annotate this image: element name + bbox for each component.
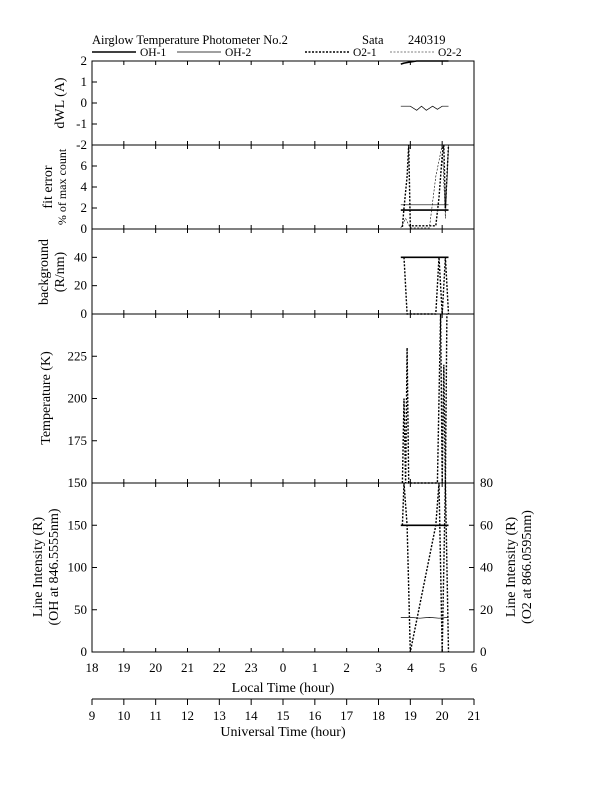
ytick-label-background-1: 20 (74, 277, 87, 293)
series-background-o2-1 (404, 257, 449, 314)
ut-tick-label-3: 12 (181, 708, 194, 723)
ytick-label-temperature-0: 150 (67, 475, 87, 490)
local-tick-label-0: 18 (85, 660, 99, 675)
legend-label-oh1: OH-1 (140, 47, 167, 59)
legend-label-oh2: OH-2 (225, 47, 252, 59)
dwl-ylabel: dWL (A) (53, 77, 68, 129)
panel-background-frame (92, 229, 474, 314)
local-tick-label-6: 0 (279, 660, 287, 675)
tick-layer (68, 53, 494, 723)
chart-title: Airglow Temperature Photometer No.2 (92, 33, 288, 47)
ut-tick-label-1: 10 (117, 708, 131, 723)
local-tick-label-5: 23 (244, 660, 258, 675)
ut-tick-label-8: 17 (340, 708, 354, 723)
y2tick-label-intensity-2: 40 (480, 559, 493, 575)
panel-intensity-frame (92, 483, 474, 652)
local-tick-label-11: 5 (438, 660, 446, 675)
ut-tick-label-0: 9 (88, 708, 96, 723)
y2tick-label-intensity-0: 0 (480, 644, 487, 659)
local-tick-label-1: 19 (117, 660, 131, 675)
fit-error-ylabel: fit error (41, 165, 56, 209)
local-tick-label-12: 6 (470, 660, 478, 675)
series-temperature-o2-1 (402, 314, 447, 483)
local-tick-label-2: 20 (149, 660, 163, 675)
local-tick-label-8: 2 (343, 660, 350, 675)
legend-label-o21: O2-1 (353, 47, 377, 59)
y2tick-label-intensity-1: 20 (480, 601, 493, 617)
date-label: 240319 (408, 33, 446, 47)
ytick-label-background-2: 40 (74, 249, 87, 265)
ytick-label-temperature-2: 200 (67, 390, 87, 406)
series-layer (401, 61, 449, 652)
intensity-ylabel: Line Intensity (R) (31, 516, 46, 618)
ut-tick-label-12: 21 (467, 708, 481, 723)
ytick-label-dwl-4: 2 (80, 53, 87, 68)
ut-tick-label-4: 13 (212, 708, 226, 723)
local-tick-label-9: 3 (375, 660, 382, 675)
ytick-label-intensity-1: 50 (74, 601, 87, 617)
local-tick-label-4: 22 (212, 660, 226, 675)
universal-time-title: Universal Time (hour) (220, 725, 346, 740)
ytick-label-background-0: 0 (80, 306, 87, 321)
series-dwl-oh-2 (401, 106, 449, 110)
panel-dwl-frame (92, 61, 474, 145)
y2tick-label-intensity-4: 80 (480, 475, 493, 490)
local-tick-label-3: 21 (181, 660, 194, 675)
background-ylabel: background (37, 238, 52, 306)
panel-fit-error-frame (92, 145, 474, 229)
temperature-ylabel: Temperature (K) (39, 351, 54, 445)
ytick-label-fit_error-2: 4 (80, 179, 87, 194)
station-name: Sata (362, 33, 384, 47)
local-tick-label-7: 1 (311, 660, 319, 675)
ytick-label-temperature-3: 225 (67, 348, 87, 364)
ytick-label-temperature-1: 175 (67, 432, 87, 448)
intensity-y2label: Line Intensity (R) (504, 516, 519, 618)
y2tick-label-intensity-3: 60 (480, 517, 493, 533)
ytick-label-intensity-3: 150 (67, 517, 87, 533)
local-tick-label-10: 4 (407, 660, 414, 675)
fit-error-ylabel2: % of max count (55, 148, 69, 226)
ut-tick-label-10: 19 (403, 708, 417, 723)
ytick-label-dwl-2: 0 (80, 95, 87, 110)
ytick-label-intensity-2: 100 (67, 559, 87, 575)
panel-temperature-frame (92, 314, 474, 483)
ytick-label-fit_error-1: 2 (80, 200, 87, 215)
ytick-label-dwl-0: -2 (76, 137, 87, 152)
series-intensity-o2-1 (402, 483, 448, 652)
legend-label-o22: O2-2 (438, 47, 462, 59)
intensity-ylabel2: (OH at 846.5555nm) (47, 508, 62, 626)
ut-tick-label-9: 18 (372, 708, 385, 723)
series-fit_error-o2-2 (401, 145, 449, 228)
ytick-label-fit_error-3: 6 (80, 158, 87, 173)
series-fit_error-o2-1 (402, 145, 448, 227)
ytick-label-intensity-0: 0 (80, 644, 87, 659)
ut-tick-label-2: 11 (149, 708, 162, 723)
legend (92, 47, 462, 59)
ut-tick-label-6: 15 (276, 708, 290, 723)
ut-tick-label-5: 14 (244, 708, 258, 723)
ut-tick-label-7: 16 (308, 708, 322, 723)
ytick-label-dwl-1: -1 (76, 116, 87, 131)
ytick-label-fit_error-0: 0 (80, 221, 87, 236)
background-ylabel2: (R/nm) (53, 251, 68, 293)
local-time-title: Local Time (hour) (231, 681, 335, 696)
intensity-y2label2: (O2 at 866.0595nm) (520, 510, 535, 624)
ut-tick-label-11: 20 (435, 708, 449, 723)
ytick-label-dwl-3: 1 (80, 74, 87, 89)
